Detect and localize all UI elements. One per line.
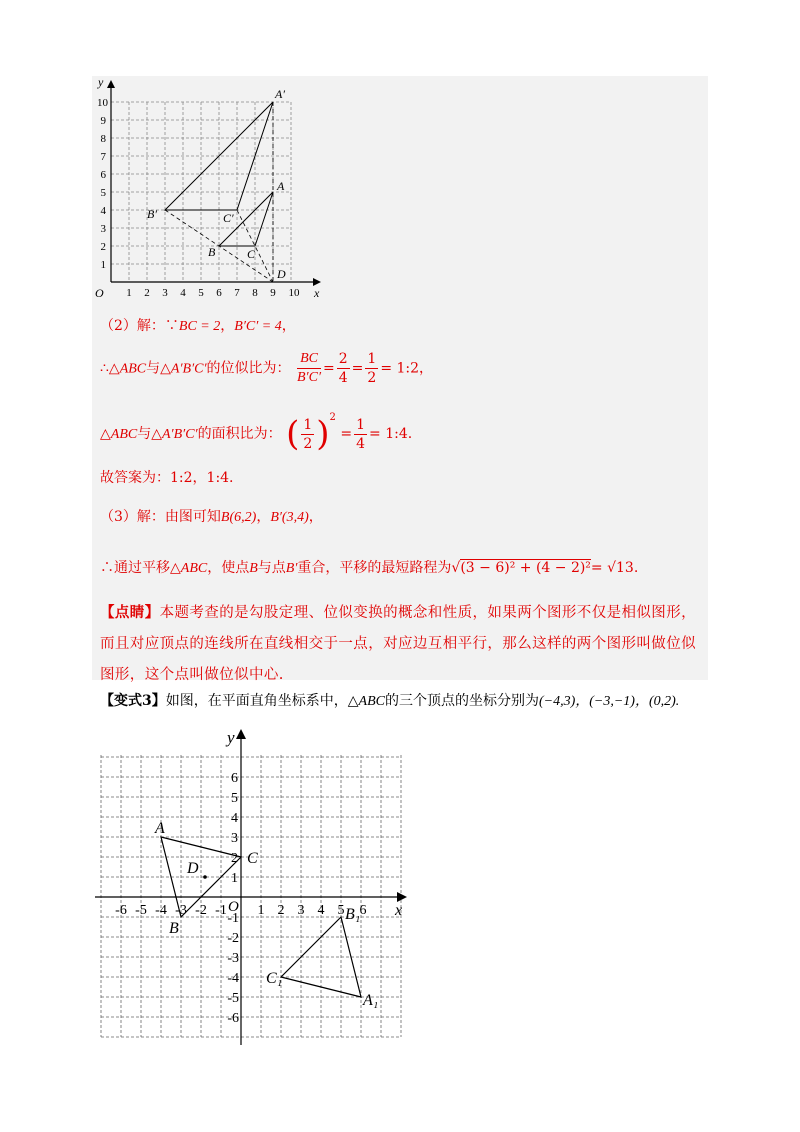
area-tri1: △ABC: [100, 427, 138, 442]
solution-part2-line: [100, 316, 296, 337]
comment-block: [100, 597, 700, 691]
fig2-label-c1: C₁: [266, 970, 283, 987]
part2-prefix: （2）解：∵: [100, 318, 179, 334]
ratio-text: 的位似比为：: [206, 360, 291, 377]
area-end: .: [407, 426, 413, 442]
fig2-x-tick: -4: [155, 903, 167, 918]
fig2-y-tick: 6: [231, 771, 238, 786]
translate-therefore: ∴: [100, 560, 114, 576]
translate-text1: 通过平移: [114, 560, 170, 576]
translate-result: = √13: [590, 560, 634, 576]
area-result: = 1:4: [369, 426, 408, 442]
ratio-therefore: ∴: [100, 360, 109, 377]
variant-tag: 【变式3】: [100, 693, 166, 709]
figure-1-homothety-graph: [92, 80, 332, 302]
fig1-label-a: A: [277, 179, 285, 193]
area-and: 与: [137, 426, 152, 442]
sqrt-sign: √: [451, 560, 461, 576]
area-text: 的面积比为：: [197, 426, 282, 442]
translate-end: .: [633, 560, 639, 576]
variant-coords: (−4,3)，(−3,−1)，(0,2).: [538, 694, 680, 709]
translate-bp: B′: [285, 561, 298, 576]
fig2-x-tick: 4: [317, 903, 325, 918]
fig1-y-tick: 10: [97, 97, 108, 109]
figure-2-coordinate-grid: [95, 725, 415, 1047]
fig1-label-b-prime: B′: [147, 207, 157, 221]
fig1-label-a-prime: A′: [275, 87, 285, 101]
fig1-y-tick: 5: [100, 187, 106, 199]
fig2-y-label: y: [227, 728, 235, 747]
fig1-y-tick: 9: [100, 115, 106, 127]
area-tri2: △A′B′C′: [151, 427, 198, 442]
fig2-y-tick: -4: [227, 971, 239, 986]
translate-text4: 重合，平移的最短路程为: [297, 560, 452, 576]
translate-text2: ，使点: [207, 560, 250, 576]
fig2-label-b: B: [169, 920, 179, 937]
area-frac-1-4: $\frac{1}{4}$: [356, 416, 366, 452]
ratio-frac-sides: $\frac{BC}{B'C'}$: [297, 351, 322, 385]
fig1-x-tick: 7: [234, 287, 240, 299]
area-frac-1-2: $\frac{1}{2}$: [303, 416, 313, 452]
fig1-x-tick: 2: [144, 287, 150, 299]
part3-prefix: （3）解：由图可知: [100, 509, 221, 525]
ratio-eq2: =: [351, 360, 364, 377]
comment-text: 本题考查的是勾股定理、位似变换的概念和性质，如果两个图形不仅是相似图形，而且对应顶点的连线所在直线相交于一点，对应边互相平行，那么这样的两个图形叫做位似图形，这个点叫做位似中心.: [100, 605, 697, 683]
solution-translate-line: [100, 558, 638, 579]
fig1-x-tick: 5: [198, 287, 204, 299]
fig1-origin-label: O: [95, 286, 104, 300]
fig2-x-tick: 1: [257, 903, 265, 918]
ratio-tri2: △A′B′C′: [160, 361, 207, 377]
ratio-and: 与: [146, 360, 161, 377]
fig2-label-c: C: [247, 850, 258, 867]
fig2-y-tick: -2: [227, 931, 239, 946]
fig2-y-tick: -6: [227, 1011, 239, 1026]
fig1-y-tick: 4: [100, 205, 106, 217]
fig1-x-tick: 8: [252, 287, 258, 299]
ratio-end: ，: [419, 360, 434, 377]
fig2-y-tick: 2: [231, 851, 238, 866]
part2-bpcp: B′C′ = 4: [234, 319, 282, 334]
translate-tri: △ABC: [170, 561, 208, 576]
part3-b-point: B(6,2): [220, 510, 257, 525]
area-eq: =: [340, 426, 353, 442]
comment-tag: 【点睛】: [100, 604, 160, 621]
fig2-label-a: A: [155, 820, 165, 837]
fig2-x-tick: -6: [115, 903, 127, 918]
fig1-x-tick: 10: [288, 287, 300, 299]
ratio-tri1: △ABC: [108, 361, 147, 377]
fig1-y-tick: 8: [100, 133, 106, 145]
fig2-label-b1: B₁: [345, 906, 361, 923]
part3-end: ，: [308, 509, 323, 525]
fig1-label-b: B: [208, 245, 216, 259]
ratio-frac-2-4: $\frac{2}{4}$: [338, 351, 348, 386]
fig2-x-tick: 2: [277, 903, 285, 918]
fig2-y-tick: -5: [227, 991, 239, 1006]
fig2-x-tick: -5: [135, 903, 147, 918]
fig2-y-tick: -1: [227, 911, 239, 926]
fig1-label-d: D: [277, 267, 286, 281]
fig2-x-tick: -3: [175, 903, 187, 918]
fig1-y-tick: 1: [100, 259, 106, 271]
solution-area-line: △ABC与△A′B′C′的面积比为： ( $\frac{1}{2}$ )$^2$ = $\frac{1}{4}$ = 1:4.: [100, 412, 413, 454]
translate-b: B: [249, 561, 258, 576]
fig2-x-tick: 5: [337, 903, 345, 918]
fig2-y-tick: 1: [231, 871, 238, 886]
ratio-eq1: =: [323, 360, 335, 377]
variant-tri: △ABC: [347, 694, 385, 709]
fig1-x-tick: 6: [216, 287, 222, 299]
part2-end: ，: [281, 318, 296, 334]
fig1-y-tick: 2: [100, 241, 106, 253]
part3-sep: ，: [256, 509, 271, 525]
variant-text2: 的三个顶点的坐标分别为: [384, 693, 539, 709]
ratio-result: = 1:2: [380, 360, 420, 377]
answer-line: 故答案为：1:2，1:4.: [100, 470, 234, 486]
fig2-y-tick: 4: [231, 811, 238, 826]
point-d: [203, 875, 207, 879]
fig2-x-tick: -1: [215, 903, 227, 918]
fig2-y-tick: 3: [231, 831, 238, 846]
fig2-label-d: D: [187, 860, 199, 877]
translate-text3: 与点: [257, 560, 286, 576]
fig2-label-a1: A₁: [363, 992, 379, 1009]
fig2-x-tick: -2: [195, 903, 207, 918]
part3-bp-point: B′(3,4): [270, 510, 309, 525]
fig1-x-tick: 4: [180, 287, 186, 299]
part2-bc: BC = 2: [178, 319, 221, 334]
fig2-origin-label: O: [228, 899, 239, 915]
fig2-x-label: x: [395, 902, 403, 919]
area-power: 2: [329, 412, 336, 423]
solution-ratio-line: [100, 350, 433, 387]
fig1-x-tick: 1: [126, 287, 132, 299]
fig1-label-c-prime: C′: [223, 211, 234, 225]
fig2-x-tick: 3: [297, 903, 305, 918]
fig1-x-label: x: [314, 286, 320, 300]
ratio-frac-1-2: $\frac{1}{2}$: [367, 351, 377, 386]
fig1-x-tick: 3: [162, 287, 168, 299]
fig1-label-c: C: [247, 247, 256, 261]
fig1-y-tick: 7: [100, 151, 106, 163]
solution-part3-line: [100, 507, 323, 528]
fig1-y-tick: 6: [100, 169, 106, 181]
fig1-x-tick: 9: [270, 287, 276, 299]
fig1-y-label: y: [98, 80, 104, 89]
variant-3-question: [100, 690, 679, 713]
fig1-y-tick: 3: [100, 223, 106, 235]
fig2-y-tick: -3: [227, 951, 239, 966]
part2-sep: ，: [220, 318, 235, 334]
variant-text1: 如图，在平面直角坐标系中，: [165, 693, 348, 709]
fig2-x-tick: 6: [359, 903, 367, 918]
fig2-y-tick: 5: [231, 791, 238, 806]
translate-radicand: (3 − 6)² + (4 − 2)²: [460, 560, 591, 576]
